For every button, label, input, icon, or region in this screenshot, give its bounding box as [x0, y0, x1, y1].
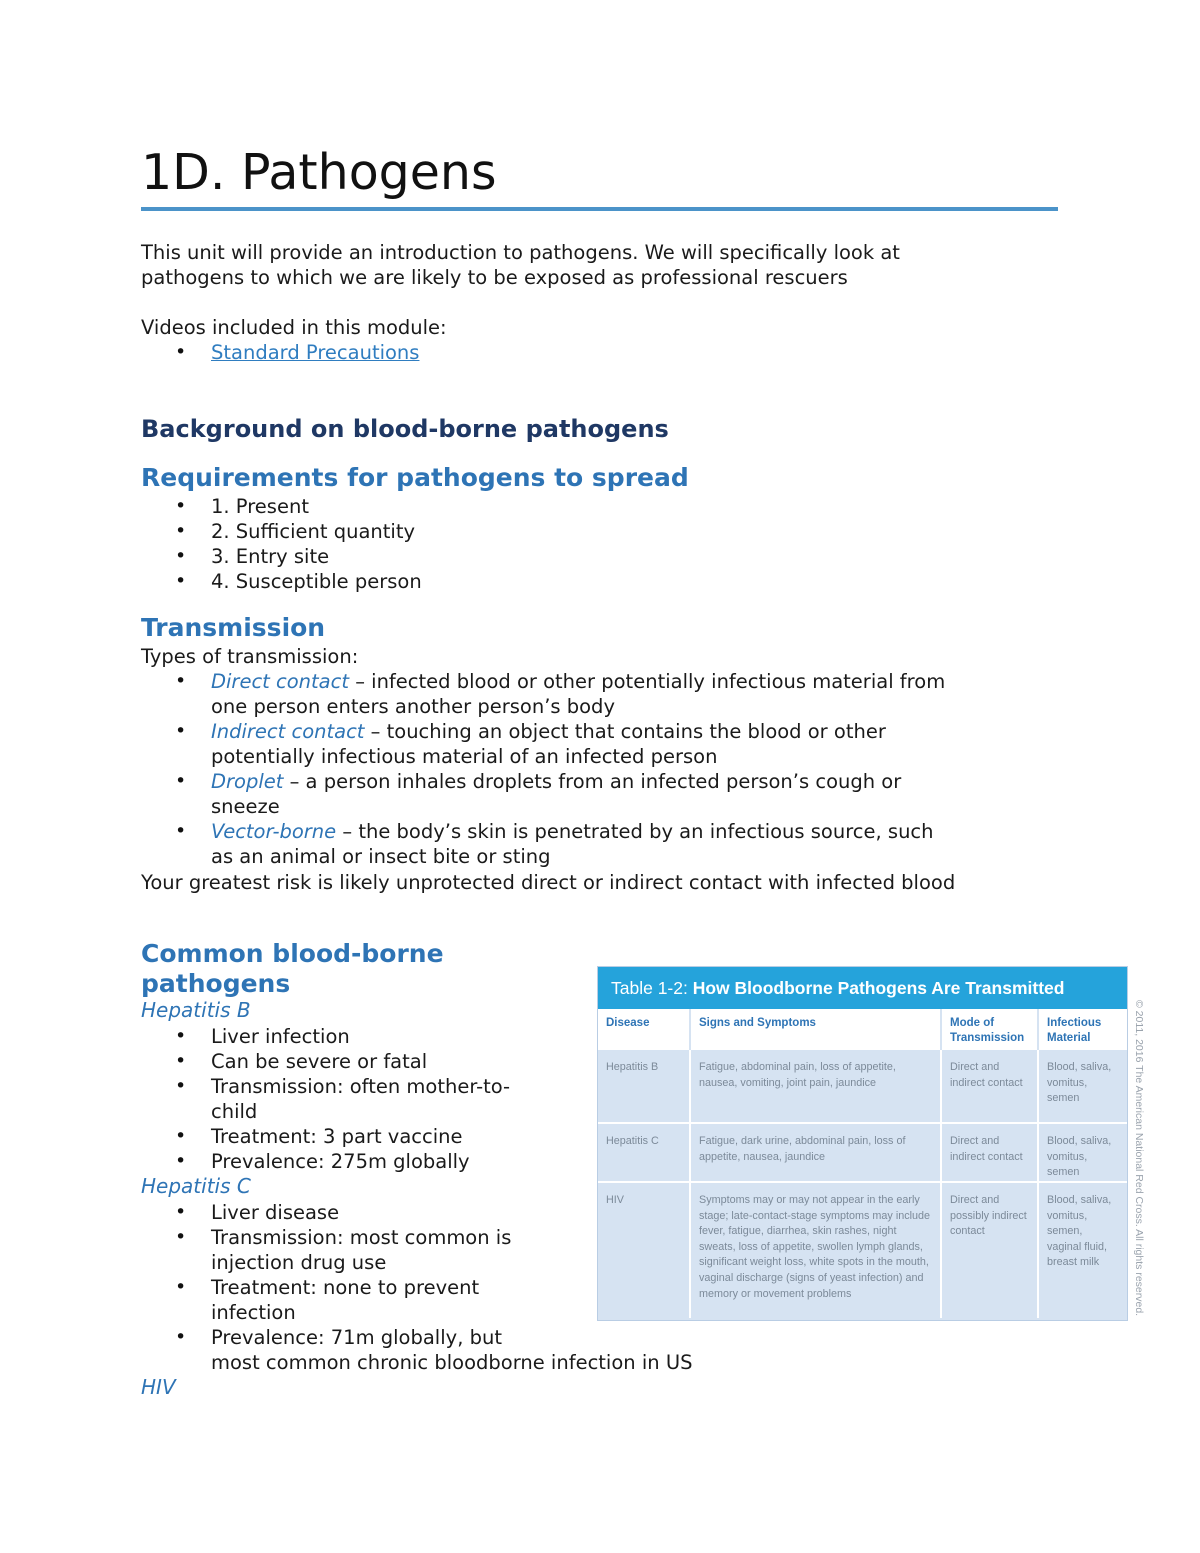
transmission-table — [598, 1009, 1127, 1318]
intro-line-1: This unit will provide an introduction to pathogens. We will specifically look at — [141, 241, 900, 264]
table-header-cell: Infectious Material — [1038, 1009, 1127, 1049]
table-header-row — [598, 1009, 1127, 1049]
title-divider — [141, 207, 1058, 211]
requirement-item: • 2. Sufficient quantity — [141, 519, 422, 544]
table-cell: Blood, saliva, vomitus, semen — [1038, 1049, 1127, 1123]
bloodborne-transmission-table-figure — [597, 966, 1128, 1321]
table-header-cell: Mode of Transmission — [941, 1009, 1038, 1049]
figure-copyright-credit: © 2011, 2016 The American National Red Cross. All rights reserved. — [1133, 1000, 1145, 1317]
term-droplet: Droplet — [211, 770, 284, 793]
page-title: 1D. Pathogens — [141, 144, 497, 201]
table-cell: Direct and indirect contact — [941, 1123, 1038, 1182]
table-caption: Table 1-2: How Bloodborne Pathogens Are Transmitted — [598, 967, 1127, 1009]
common-pathogens-heading-line1: Common blood-borne — [141, 939, 444, 968]
table-header-cell: Signs and Symptoms — [690, 1009, 941, 1049]
transmission-item-droplet: • Droplet – a person inhales droplets from an infected person’s cough or — [141, 769, 945, 794]
hepb-item: • Treatment: 3 part vaccine — [141, 1124, 510, 1149]
transmission-item-indirect-cont: potentially infectious material of an infected person — [211, 745, 718, 768]
hepatitis-c-heading: Hepatitis C — [141, 1174, 251, 1198]
transmission-summary: Your greatest risk is likely unprotected direct or indirect contact with infected blood — [141, 871, 956, 894]
term-vector-borne: Vector-borne — [211, 820, 337, 843]
hepb-item-cont: child — [211, 1100, 258, 1123]
intro-line-2: pathogens to which we are likely to be exposed as professional rescuers — [141, 266, 848, 289]
table-cell: Symptoms may or may not appear in the early stage; late-contact-stage symptoms may include fever, fatigue, diarrhea, skin rashes, night sweats, loss of appetite, swollen lymph glands, significant weight loss, white spots in the mouth, vaginal discharge (signs of yeast infection) and memory or movement problems — [690, 1182, 941, 1318]
transmission-types-label: Types of transmission: — [141, 645, 359, 668]
common-pathogens-heading-line2: pathogens — [141, 969, 291, 998]
transmission-item-direct-cont: one person enters another person’s body — [211, 695, 615, 718]
transmission-item-indirect: • Indirect contact – touching an object that contains the blood or other — [141, 719, 945, 744]
hepatitis-b-heading: Hepatitis B — [141, 998, 251, 1022]
video-list-item — [141, 340, 419, 365]
requirements-heading: Requirements for pathogens to spread — [141, 463, 689, 492]
table-cell: Fatigue, abdominal pain, loss of appetite, nausea, vomiting, joint pain, jaundice — [690, 1049, 941, 1123]
hepc-item-cont: most common chronic bloodborne infection in US — [211, 1351, 693, 1374]
hepc-item-cont: infection — [211, 1301, 296, 1324]
requirements-list — [141, 494, 422, 594]
hepc-item: • Prevalence: 71m globally, but — [141, 1325, 692, 1350]
hepc-item: • Transmission: most common is — [141, 1225, 692, 1250]
table-cell: Hepatitis C — [598, 1123, 690, 1182]
hepb-item: • Transmission: often mother-to- — [141, 1074, 510, 1099]
transmission-heading: Transmission — [141, 613, 326, 642]
requirement-item: • 4. Susceptible person — [141, 569, 422, 594]
table-cell: Hepatitis B — [598, 1049, 690, 1123]
videos-label: Videos included in this module: — [141, 316, 447, 339]
table-row — [598, 1123, 1127, 1182]
table-cell: Blood, saliva, vomitus, semen — [1038, 1123, 1127, 1182]
hepb-item: • Prevalence: 275m globally — [141, 1149, 510, 1174]
background-heading: Background on blood-borne pathogens — [141, 415, 669, 443]
hepb-item: • Can be severe or fatal — [141, 1049, 510, 1074]
requirement-item: • 3. Entry site — [141, 544, 422, 569]
term-indirect-contact: Indirect contact — [211, 720, 365, 743]
table-row — [598, 1182, 1127, 1318]
hepb-item: • Liver infection — [141, 1024, 510, 1049]
transmission-item-droplet-cont: sneeze — [211, 795, 280, 818]
hiv-heading: HIV — [141, 1375, 176, 1399]
hepc-item: • Liver disease — [141, 1200, 692, 1225]
table-row — [598, 1049, 1127, 1123]
transmission-item-direct: • Direct contact – infected blood or other potentially infectious material from — [141, 669, 945, 694]
table-cell: HIV — [598, 1182, 690, 1318]
hepatitis-b-list — [141, 1024, 510, 1174]
table-cell: Fatigue, dark urine, abdominal pain, loss of appetite, nausea, jaundice — [690, 1123, 941, 1182]
table-cell: Blood, saliva, vomitus, semen, vaginal fluid, breast milk — [1038, 1182, 1127, 1318]
table-cell: Direct and indirect contact — [941, 1049, 1038, 1123]
transmission-item-vector: • Vector-borne – the body’s skin is penetrated by an infectious source, such — [141, 819, 945, 844]
hepc-item: • Treatment: none to prevent — [141, 1275, 692, 1300]
standard-precautions-link[interactable]: Standard Precautions — [211, 341, 420, 364]
table-cell: Direct and possibly indirect contact — [941, 1182, 1038, 1318]
table-header-cell: Disease — [598, 1009, 690, 1049]
videos-list — [141, 340, 419, 365]
transmission-list — [141, 669, 945, 869]
requirement-item: • 1. Present — [141, 494, 422, 519]
transmission-item-vector-cont: as an animal or insect bite or sting — [211, 845, 551, 868]
term-direct-contact: Direct contact — [211, 670, 349, 693]
hepc-item-cont: injection drug use — [211, 1251, 387, 1274]
